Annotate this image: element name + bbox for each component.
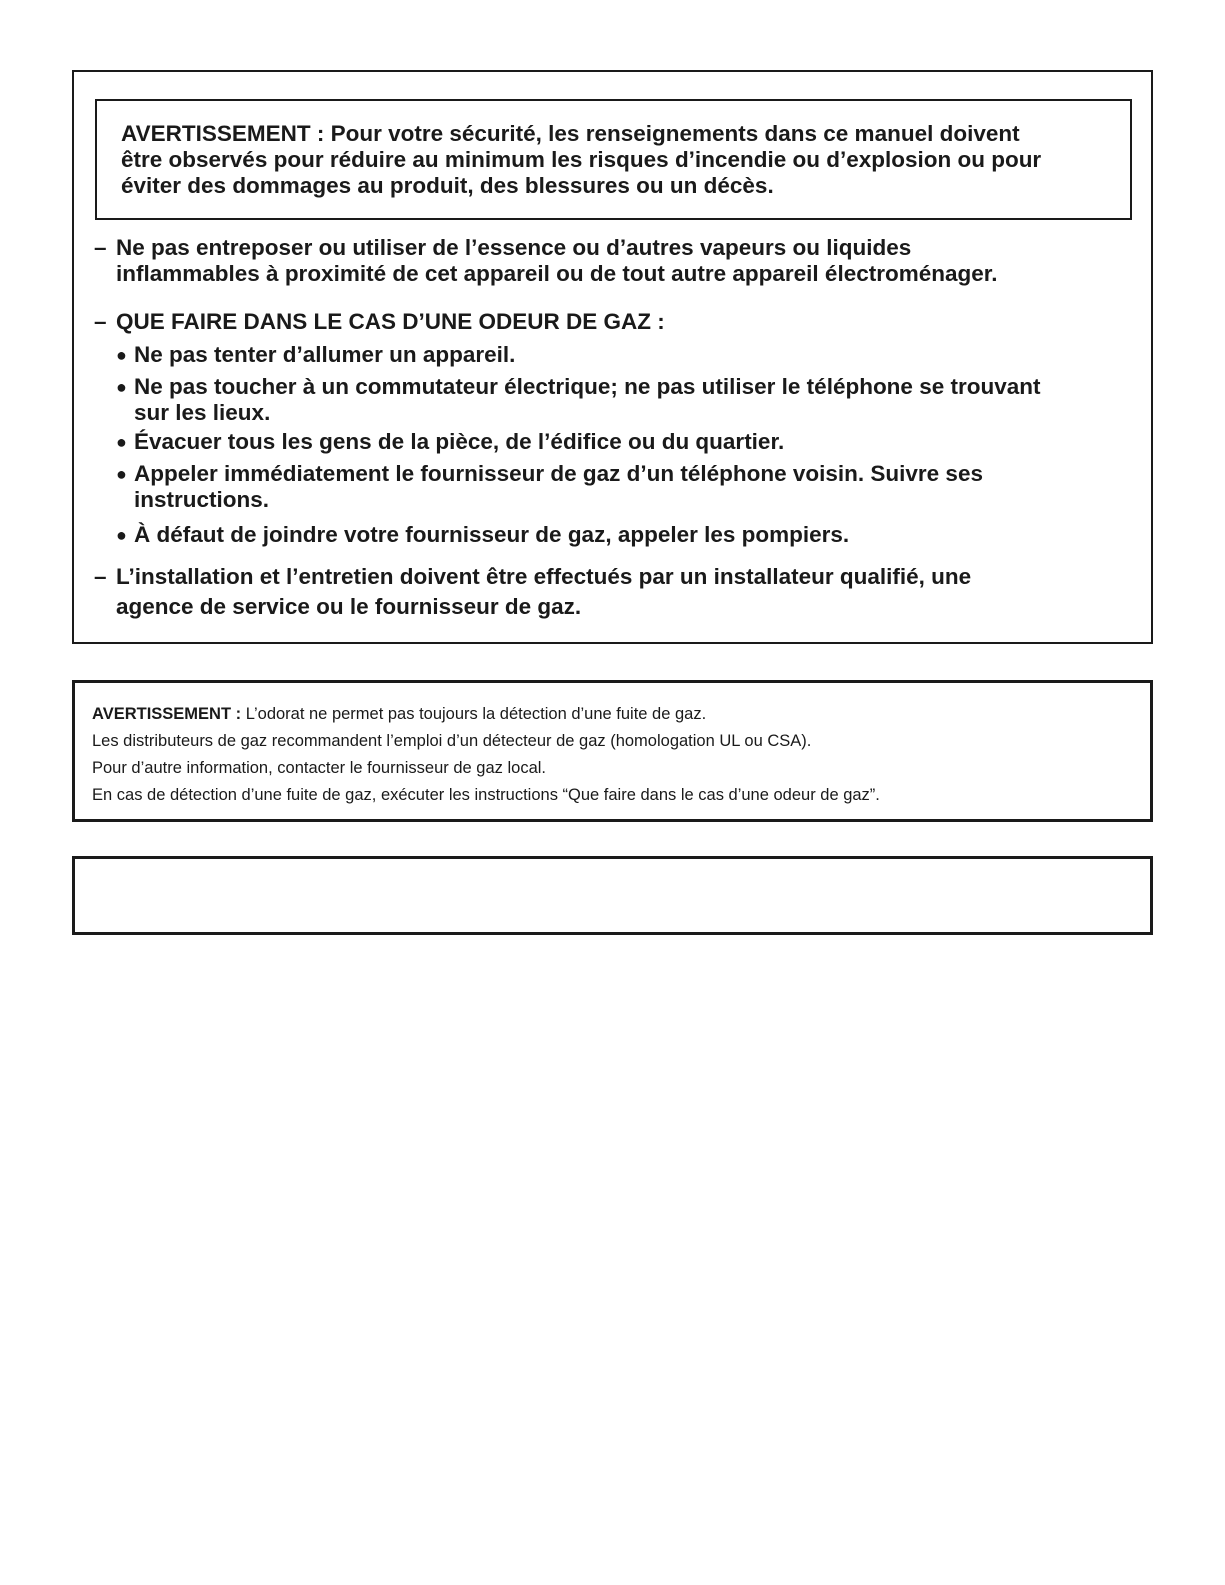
safety-header-box xyxy=(95,99,1132,220)
flammables-warning-item xyxy=(94,235,1134,287)
bullet-text-continued: instructions. xyxy=(134,487,270,512)
header-line-3: éviter des dommages au produit, des blessures ou un décès. xyxy=(121,173,774,198)
header-line-1: AVERTISSEMENT : Pour votre sécurité, les renseignements dans ce manuel doivent xyxy=(121,121,1020,146)
installation-line-2: agence de service ou le fournisseur de gaz. xyxy=(116,594,582,619)
bullet-item-call-firefighters xyxy=(116,522,1136,548)
bullet-item-evacuate xyxy=(116,429,1136,455)
dash-marker: – xyxy=(94,564,107,589)
warning-label: AVERTISSEMENT : xyxy=(92,705,242,723)
dash-marker: – xyxy=(94,309,107,334)
bullet-item-no-switch xyxy=(116,374,1136,426)
dash-marker: – xyxy=(94,235,107,260)
bullet-text: Ne pas tenter d’allumer un appareil. xyxy=(134,342,516,367)
flammables-line-1: Ne pas entreposer ou utiliser de l’essence ou d’autres vapeurs ou liquides xyxy=(116,235,912,260)
bullet-item-no-ignition xyxy=(116,342,1136,368)
bullet-text-continued: sur les lieux. xyxy=(134,400,271,425)
bullet-text: Appeler immédiatement le fournisseur de gaz d’un téléphone voisin. Suivre ses xyxy=(134,461,983,486)
installation-warning-item xyxy=(94,562,1134,622)
installation-line-1: L’installation et l’entretien doivent être effectués par un installateur qualifié, une xyxy=(116,564,972,589)
gas-odor-heading-item xyxy=(94,309,1134,335)
gas-odor-heading: QUE FAIRE DANS LE CAS D’UNE ODEUR DE GAZ : xyxy=(116,309,665,334)
bullet-text: Ne pas toucher à un commutateur électrique; ne pas utiliser le téléphone se trouvant xyxy=(134,374,1041,399)
bullet-icon: ● xyxy=(116,345,127,365)
bullet-icon: ● xyxy=(116,525,127,545)
bullet-text: Évacuer tous les gens de la pièce, de l’édifice ou du quartier. xyxy=(134,429,785,454)
main-safety-warning-box xyxy=(72,70,1153,644)
header-line-2: être observés pour réduire au minimum les risques d’incendie ou d’explosion ou pour xyxy=(121,147,1042,172)
gas-detection-warning-box xyxy=(72,680,1153,822)
bullet-item-call-supplier xyxy=(116,461,1136,513)
gas-warning-line-1 xyxy=(92,701,1150,728)
gas-warning-line-1-text: L’odorat ne permet pas toujours la détection d’une fuite de gaz. xyxy=(241,705,707,723)
gas-warning-line-4: En cas de détection d’une fuite de gaz, exécuter les instructions “Que faire dans le cas d’une odeur de gaz”. xyxy=(92,786,880,804)
flammables-line-2: inflammables à proximité de cet appareil ou de tout autre appareil électroménager. xyxy=(116,261,998,286)
gas-warning-line-3: Pour d’autre information, contacter le fournisseur de gaz local. xyxy=(92,759,546,777)
empty-notice-box xyxy=(72,856,1153,935)
gas-warning-line-2: Les distributeurs de gaz recommandent l’emploi d’un détecteur de gaz (homologation UL ou CSA). xyxy=(92,732,812,750)
bullet-text: À défaut de joindre votre fournisseur de gaz, appeler les pompiers. xyxy=(134,522,850,547)
bullet-icon: ● xyxy=(116,432,127,452)
bullet-icon: ● xyxy=(116,464,127,484)
bullet-icon: ● xyxy=(116,377,127,397)
